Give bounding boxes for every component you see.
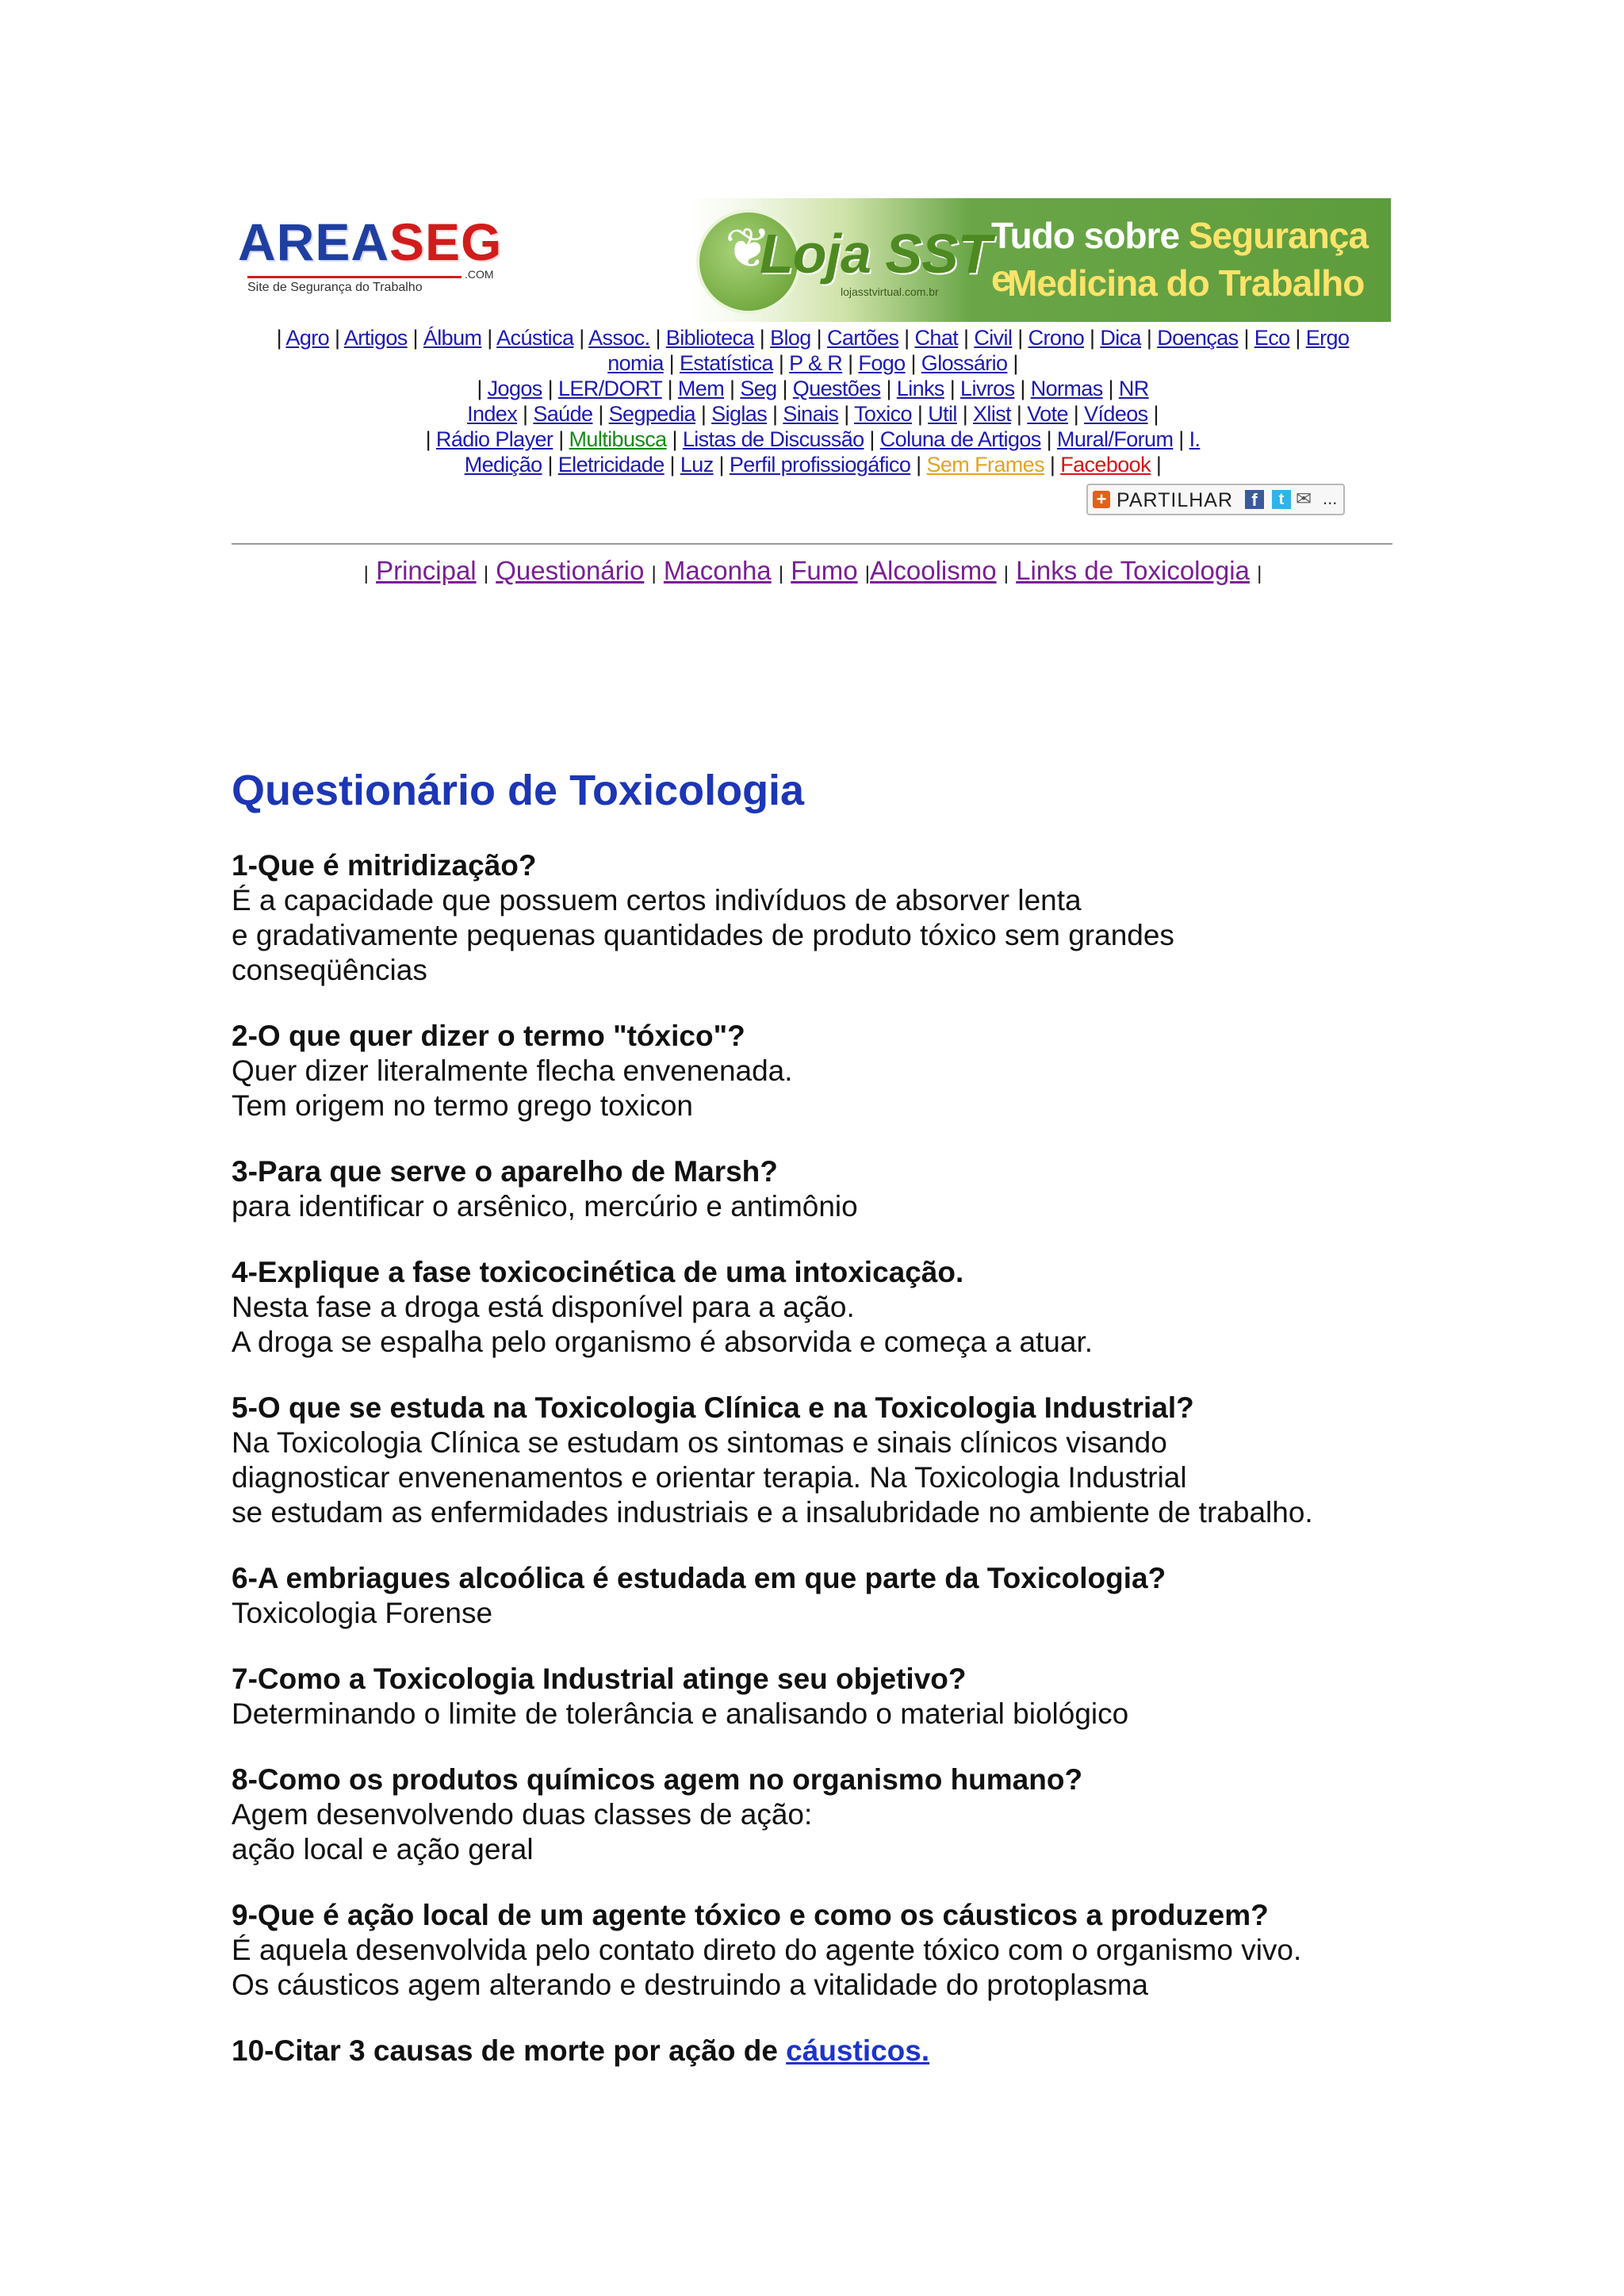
answer-line: Toxicologia Forense [232,1597,493,1629]
banner-tagline-line2: Medicina do Trabalho [1007,262,1365,304]
nav-link-nr[interactable]: NR [1118,377,1149,400]
answer-line: Agem desenvolvendo duas classes de ação: [232,1798,813,1831]
answer-line: e gradativamente pequenas quantidades de produto tóxico sem grandes [232,919,1174,951]
qa-item [232,1154,1421,1224]
banner-brand: Loja SST [760,223,991,285]
nav-link-questoes[interactable]: Questões [792,377,881,400]
nav-link-eletricidade[interactable]: Eletricidade [557,453,665,476]
nav-link-saude[interactable]: Saúde [533,402,593,426]
nav-link-livros[interactable]: Livros [960,377,1015,400]
nav-line-1: | Agro | Artigos | Álbum | Acústica | Assoc. | Biblioteca | Blog | Cartões | Chat | Civil | Crono | Dica | Doenças | Eco | Ergo [276,326,1350,350]
share-button[interactable] [1086,484,1345,515]
nav-link-vote[interactable]: Vote [1027,402,1068,426]
qa-list [232,848,1421,2099]
nav-link-dica[interactable]: Dica [1100,326,1141,350]
nav-link-videos[interactable]: Vídeos [1084,402,1148,426]
nav-link-glossario[interactable]: Glossário [921,351,1008,375]
answer-line: diagnosticar envenenamentos e orientar terapia. Na Toxicologia Industrial [232,1461,1187,1494]
qa-item [232,1898,1421,2003]
nav-link-chat[interactable]: Chat [914,326,959,350]
banner-tagline-line1: Tudo sobre Segurança e [991,215,1369,299]
answer-line: É aquela desenvolvida pelo contato direto do agente tóxico com o organismo vivo. [232,1934,1302,1966]
areaseg-logo[interactable] [238,214,523,301]
nav-line-2: nomia | Estatística | P & R | Fogo | Glossário | [607,351,1018,375]
nav-line-4: Index | Saúde | Segpedia | Siglas | Sinais | Toxico | Util | Xlist | Vote | Vídeos | [467,402,1159,426]
share-more[interactable]: ... [1323,488,1338,508]
question: 6-A embriagues alcoólica é estudada em que parte da Toxicologia? [232,1562,1166,1594]
nav-link-facebook[interactable]: Facebook [1060,453,1151,476]
nav-link-blog[interactable]: Blog [770,326,811,350]
answer-line: Determinando o limite de tolerância e analisando o material biológico [232,1697,1129,1730]
banner-url: lojasstvirtual.com.br [841,285,939,298]
logo-subtitle: Site de Segurança do Trabalho [247,281,423,294]
nav-link-estatistica[interactable]: Estatística [679,351,773,375]
logo-wordmark: AREASEG [238,212,503,271]
answer-line: É a capacidade que possuem certos indivíduos de absorver lenta [232,884,1082,916]
nav-line-6: Medição | Eletricidade | Luz | Perfil profissiogáfico | Sem Frames | Facebook | [464,453,1162,476]
answer-line: Quer dizer literalmente flecha envenenada. [232,1054,793,1087]
nav-link-cartoes[interactable]: Cartões [826,326,899,350]
subnav-fumo[interactable]: Fumo [791,556,858,585]
answer-line: A droga se espalha pelo organismo é absorvida e começa a atuar. [232,1326,1094,1358]
nav-link-perfil[interactable]: Perfil profissiogáfico [729,453,911,476]
qa-item [232,848,1421,988]
nav-link-segpedia[interactable]: Segpedia [608,402,695,426]
nav-link-luz[interactable]: Luz [680,453,714,476]
nav-link-mural-forum[interactable]: Mural/Forum [1056,427,1174,451]
answer-line: conseqüências [232,954,427,986]
subnav-principal[interactable]: Principal [376,556,477,585]
causticos-link[interactable]: cáusticos. [786,2034,930,2067]
qa-item [232,1255,1421,1360]
question-10 [232,2034,1421,2068]
qa-item [232,1762,1421,1867]
nav-link-sinais[interactable]: Sinais [783,402,839,426]
qa-item [232,1561,1421,1631]
nav-line-3: | Jogos | LER/DORT | Mem | Seg | Questões | Links | Livros | Normas | NR [477,377,1149,400]
leaf-icon: ❦ [725,217,772,279]
logo-com: .COM [465,268,494,281]
nav-link-ergonomia[interactable]: nomia [607,351,664,375]
nav-link-xlist[interactable]: Xlist [973,402,1012,426]
answer-line: ação local e ação geral [232,1833,534,1866]
nav-link-eco[interactable]: Eco [1254,326,1290,350]
question: 3-Para que serve o aparelho de Marsh? [232,1155,778,1188]
nav-link-p-r[interactable]: P & R [789,351,843,375]
nav-link-seg[interactable]: Seg [740,377,777,400]
email-icon[interactable]: ✉ [1296,488,1312,510]
nav-link-multibusca[interactable]: Multibusca [569,427,667,451]
answer-line: Tem origem no termo grego toxicon [232,1089,693,1122]
answer-line: para identificar o arsênico, mercúrio e antimônio [232,1190,858,1223]
nav-link-doencas[interactable]: Doenças [1157,326,1239,350]
facebook-icon[interactable]: f [1245,490,1264,509]
answer-line: Na Toxicologia Clínica se estudam os sintomas e sinais clínicos visando [232,1426,1167,1459]
question: 9-Que é ação local de um agente tóxico e como os cáusticos a produzem? [232,1899,1269,1931]
nav-link-artigos[interactable]: Artigos [343,326,408,350]
answer-line: se estudam as enfermidades industriais e a insalubridade no ambiente de trabalho. [232,1496,1313,1529]
nav-link-coluna-artigos[interactable]: Coluna de Artigos [879,427,1041,451]
share-label: PARTILHAR [1116,489,1234,511]
divider [232,543,1392,545]
nav-link-normas[interactable]: Normas [1030,377,1103,400]
nav-link-ler-dort[interactable]: LER/DORT [557,377,662,400]
question: 2-O que quer dizer o termo "tóxico"? [232,1020,745,1052]
nav-link-fogo[interactable]: Fogo [858,351,906,375]
qa-item [232,2034,1421,2068]
nav-link-album[interactable]: Álbum [423,326,482,350]
nav-link-agro[interactable]: Agro [285,326,330,350]
question: 5-O que se estuda na Toxicologia Clínica e na Toxicologia Industrial? [232,1391,1194,1424]
subnav-alcoolismo[interactable]: Alcoolismo [870,556,997,585]
nav-link-medicao[interactable]: Medição [464,453,542,476]
twitter-icon[interactable]: t [1272,490,1291,509]
nav-link-crono[interactable]: Crono [1028,326,1085,350]
logo-rule [247,276,462,278]
nav-link-assoc[interactable]: Assoc. [588,326,650,350]
question: 1-Que é mitridização? [232,849,537,882]
nav-link-radio-player[interactable]: Rádio Player [435,427,553,451]
qa-item [232,1391,1421,1530]
question-10-text: 10-Citar 3 causas de morte por ação de [232,2034,787,2067]
nav-link-index[interactable]: Index [467,402,518,426]
nav-link-biblioteca[interactable]: Biblioteca [665,326,754,350]
nav-link-i[interactable]: I. [1189,427,1201,451]
subnav-links-toxicologia[interactable]: Links de Toxicologia [1016,556,1250,585]
nav-link-toxico[interactable]: Toxico [854,402,912,426]
question: 8-Como os produtos químicos agem no organismo humano? [232,1763,1083,1796]
loja-sst-banner[interactable] [690,198,1391,322]
toxicology-subnav: | Principal | Questionário | Maconha | Fumo |Alcoolismo | Links de Toxicologia | [363,556,1262,585]
nav-link-listas-discussao[interactable]: Listas de Discussão [682,427,864,451]
qa-item [232,1662,1421,1732]
nav-line-5: | Rádio Player | Multibusca | Listas de Discussão | Coluna de Artigos | Mural/Forum | I. [425,427,1201,451]
answer-line: Nesta fase a droga está disponível para a ação. [232,1291,855,1323]
nav-link-util[interactable]: Util [928,402,957,426]
page-title: Questionário de Toxicologia [232,767,805,814]
nav-link-mem[interactable]: Mem [677,377,725,400]
nav-link-acustica[interactable]: Acústica [496,326,574,350]
nav-link-ergo[interactable]: Ergo [1305,326,1350,350]
nav-link-sem-frames[interactable]: Sem Frames [926,453,1044,476]
site-nav [230,325,1396,477]
plus-icon: + [1093,491,1110,508]
nav-link-civil[interactable]: Civil [974,326,1013,350]
qa-item [232,1019,1421,1123]
nav-link-links[interactable]: Links [896,377,944,400]
question: 4-Explique a fase toxicocinética de uma intoxicação. [232,1256,964,1288]
subnav-maconha[interactable]: Maconha [663,556,772,585]
subnav-questionario[interactable]: Questionário [496,556,645,585]
nav-link-siglas[interactable]: Siglas [711,402,768,426]
nav-link-jogos[interactable]: Jogos [487,377,542,400]
answer-line: Os cáusticos agem alterando e destruindo a vitalidade do protoplasma [232,1969,1148,2001]
question: 7-Como a Toxicologia Industrial atinge seu objetivo? [232,1663,967,1695]
